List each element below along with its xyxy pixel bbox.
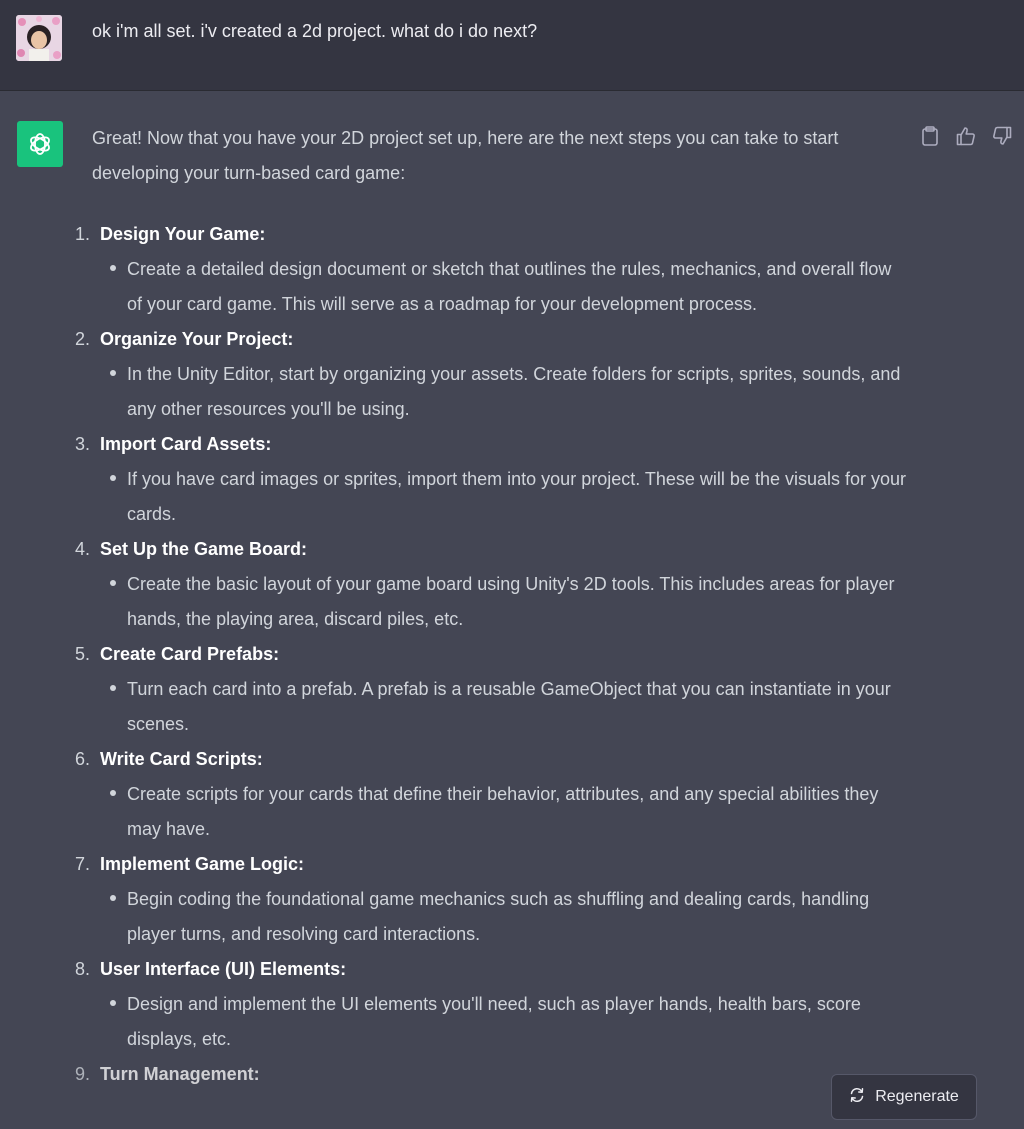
step-body: If you have card images or sprites, import them into your project. These will be the visuals for your cards. <box>127 469 907 524</box>
clipboard-icon[interactable] <box>919 125 941 147</box>
list-item <box>0 427 1024 532</box>
list-item <box>0 637 1024 742</box>
list-item <box>0 217 1024 322</box>
assistant-intro-text: Great! Now that you have your 2D project set up, here are the next steps you can take to start developing your turn-based card game: <box>92 128 839 183</box>
step-number: 9. <box>74 1064 90 1084</box>
bullet-dot-icon <box>110 580 116 586</box>
step-body: Create scripts for your cards that define their behavior, attributes, and any special abilities they may have. <box>127 784 879 839</box>
step-title: Set Up the Game Board: <box>100 539 308 559</box>
step-body: Begin coding the foundational game mechanics such as shuffling and dealing cards, handling player turns, and resolving card interactions. <box>127 889 870 944</box>
step-title: Write Card Scripts: <box>100 749 263 769</box>
step-title: Organize Your Project: <box>100 329 294 349</box>
regenerate-label: Regenerate <box>875 1088 959 1105</box>
step-number: 2. <box>74 329 90 349</box>
list-item <box>0 847 1024 952</box>
user-message-row <box>0 0 1024 91</box>
assistant-message-row <box>0 91 1024 1129</box>
bullet-dot-icon <box>110 265 116 271</box>
step-title: Implement Game Logic: <box>100 854 305 874</box>
step-number: 4. <box>74 539 90 559</box>
bullet-dot-icon <box>110 790 116 796</box>
refresh-icon <box>849 1087 865 1108</box>
chatgpt-logo-icon <box>17 121 63 167</box>
step-number: 8. <box>74 959 90 979</box>
message-actions <box>919 125 1013 147</box>
step-title: User Interface (UI) Elements: <box>100 959 347 979</box>
list-item <box>0 532 1024 637</box>
list-item <box>0 742 1024 847</box>
bullet-dot-icon <box>110 685 116 691</box>
bullet-dot-icon <box>110 370 116 376</box>
user-message-text: ok i'm all set. i'v created a 2d project. what do i do next? <box>92 21 538 41</box>
user-avatar <box>16 15 62 61</box>
regenerate-button[interactable] <box>831 1074 977 1120</box>
step-body: In the Unity Editor, start by organizing your assets. Create folders for scripts, sprites, sounds, and any other resources you'll be using. <box>127 364 901 419</box>
bullet-dot-icon <box>110 895 116 901</box>
thumbs-down-icon[interactable] <box>991 125 1013 147</box>
step-body: Design and implement the UI elements you'll need, such as player hands, health bars, score displays, etc. <box>127 994 861 1049</box>
step-body: Turn each card into a prefab. A prefab is a reusable GameObject that you can instantiate in your scenes. <box>127 679 891 734</box>
list-item <box>0 952 1024 1057</box>
step-number: 1. <box>74 224 90 244</box>
step-title: Import Card Assets: <box>100 434 272 454</box>
steps-list <box>0 217 1024 1092</box>
step-title: Create Card Prefabs: <box>100 644 280 664</box>
step-body: Create the basic layout of your game board using Unity's 2D tools. This includes areas for player hands, the playing area, discard piles, etc. <box>127 574 895 629</box>
list-item <box>0 322 1024 427</box>
step-body: Create a detailed design document or sketch that outlines the rules, mechanics, and overall flow of your card game. This will serve as a roadmap for your development process. <box>127 259 892 314</box>
bullet-dot-icon <box>110 475 116 481</box>
thumbs-up-icon[interactable] <box>955 125 977 147</box>
step-number: 3. <box>74 434 90 454</box>
step-title: Turn Management: <box>100 1064 260 1084</box>
step-number: 6. <box>74 749 90 769</box>
step-number: 5. <box>74 644 90 664</box>
step-number: 7. <box>74 854 90 874</box>
step-title: Design Your Game: <box>100 224 266 244</box>
bullet-dot-icon <box>110 1000 116 1006</box>
